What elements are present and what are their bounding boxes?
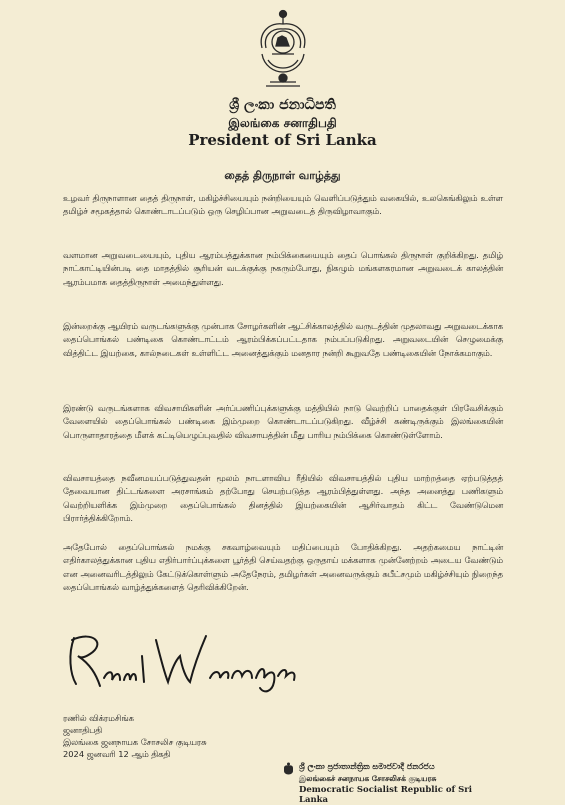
header-sinhala: ශ්‍රී ලංකා ජනාධිපති xyxy=(229,97,336,113)
paragraph-1: உழவர் திருநாளான தைத் திருநாள், மகிழ்ச்சியையும் நன்றியையும் வெளிப்படுத்தும் வகையில், உலகெங்கிலும் உள்ள தமிழ்ச் சமூகத்தால் கொண்டாடப்படும் ஒரு செழிப்பான அறுவடைத் திருவிழாவாகும். xyxy=(63,193,503,217)
handwritten-signature-icon xyxy=(60,626,310,696)
footer-sinhala: ශ්‍රී ලංකා ප්‍රජාතාන්ත්‍රික සමාජවාදී ජනරජය xyxy=(299,762,435,771)
signer-name: ரணில் விக்ரமசிங்க xyxy=(63,713,134,723)
paragraph-2: வளமான அறுவடையையும், புதிய ஆரம்பத்துக்கான நம்பிக்கையையும் தைப் பொங்கல் திருநாள் குறிக்கிறது. தமிழ் நாட்காட்டியின்படி தை மாதத்தில் சூரியன் வடக்குக்கு நகரும்போது, நிகழும் மங்களகரமான அறுவடைக் காலத்தின் ஆரம்பமாக தைத்திருநாள் அமைந்துள்ளது. xyxy=(63,250,503,287)
paragraph-5: விவசாயத்தை நவீனமயப்படுத்துவதன் மூலம் நாடளாவிய ரீதியில் விவசாயத்தில் புதிய மாற்றத்தை ஏற்படுத்தத் தேவையான திட்டங்களை அரசாங்கம் தற்போது செயற்படுத்த ஆரம்பித்துள்ளது. அந்த அனைத்து பணிகளும் வெற்றியளிக்க இம்முறை தைப்பொங்கல் தினத்தில் இயற்கையின் ஆசிர்வாதம் கிட்ட வேண்டுமென பிரார்த்திக்கிறோம். xyxy=(63,473,503,523)
signer-role: ஜனாதிபதி xyxy=(63,725,103,735)
header-english: President of Sri Lanka xyxy=(188,131,377,149)
paragraph-3: இன்றைக்கு ஆயிரம் வருடங்களுக்கு முன்பாக சோழர்களின் ஆட்சிக்காலத்தில் வருடத்தின் முதலாவது அறுவடைக்காக தைப்பொங்கல் பண்டிகை கொண்டாட்டம் ஆரம்பிக்கப்பட்டதாக நம்பப்படுகிறது. அறுவடையின் செழுமைக்கு வித்திட்ட இயற்கை, கால்நடைகள் உள்ளிட்ட அனைத்துக்கும் மனதார நன்றி கூறுவதே பண்டிகையின் நோக்கமாகும். xyxy=(63,321,503,358)
footer-emblem-icon xyxy=(283,762,294,775)
letter-title: தைத் திருநாள் வாழ்த்து xyxy=(224,169,341,182)
letter-date: 2024 ஜனவரி 12 ஆம் திகதி xyxy=(63,749,171,759)
header-tamil: இலங்கை சனாதிபதி xyxy=(228,116,337,130)
footer-english: Democratic Socialist Republic of Sri Lanka xyxy=(299,785,473,805)
signer-state: இலங்கை ஜனநாயக சோசலிச குடியரசு xyxy=(63,737,207,747)
sri-lanka-emblem-icon xyxy=(252,8,314,90)
footer-tamil: இலங்கைச் சனநாயக சோசலிசக் குடியரசு xyxy=(299,774,437,783)
paragraph-6: அதேபோல் தைப்பொங்கல் நமக்கு சகவாழ்வையும் மதிப்பையும் போதிக்கிறது. அதற்கமைய நாட்டின் எதிர்காலத்துக்கான புதிய எதிர்பார்ப்புக்களை பூர்த்தி செய்வதற்கு ஒருதாய் மக்களாக முன்னேற்றம் அடைய வேண்டும் என அனைவரிடத்திலும் கேட்டுக்கொள்ளும் அதேநேரம், தமிழர்கள் அனைவருக்கும் சுபீட்சமும் மகிழ்ச்சியும் நிறைந்த தைப்பொங்கல் வாழ்த்துக்களைத் தெரிவிக்கிறேன். xyxy=(63,542,503,592)
paragraph-4: இரண்டு வருடங்களாக விவசாயிகளின் அர்ப்பணிப்புக்களுக்கு மத்தியில் நாடு வெற்றிப் பாதைக்குள் பிரவேசிக்கும் வேளையில் தைப்பொங்கல் பண்டிகை இம்முறை கொண்டாடப்படுகிறது. வீழ்ச்சி கண்டிருக்கும் இலங்கையின் பொருளாதாரத்தை மீளக் கட்டியெழுப்புவதில் விவசாயத்தின் மீது பாரிய நம்பிக்கை கொண்டுள்ளோம். xyxy=(63,403,503,440)
